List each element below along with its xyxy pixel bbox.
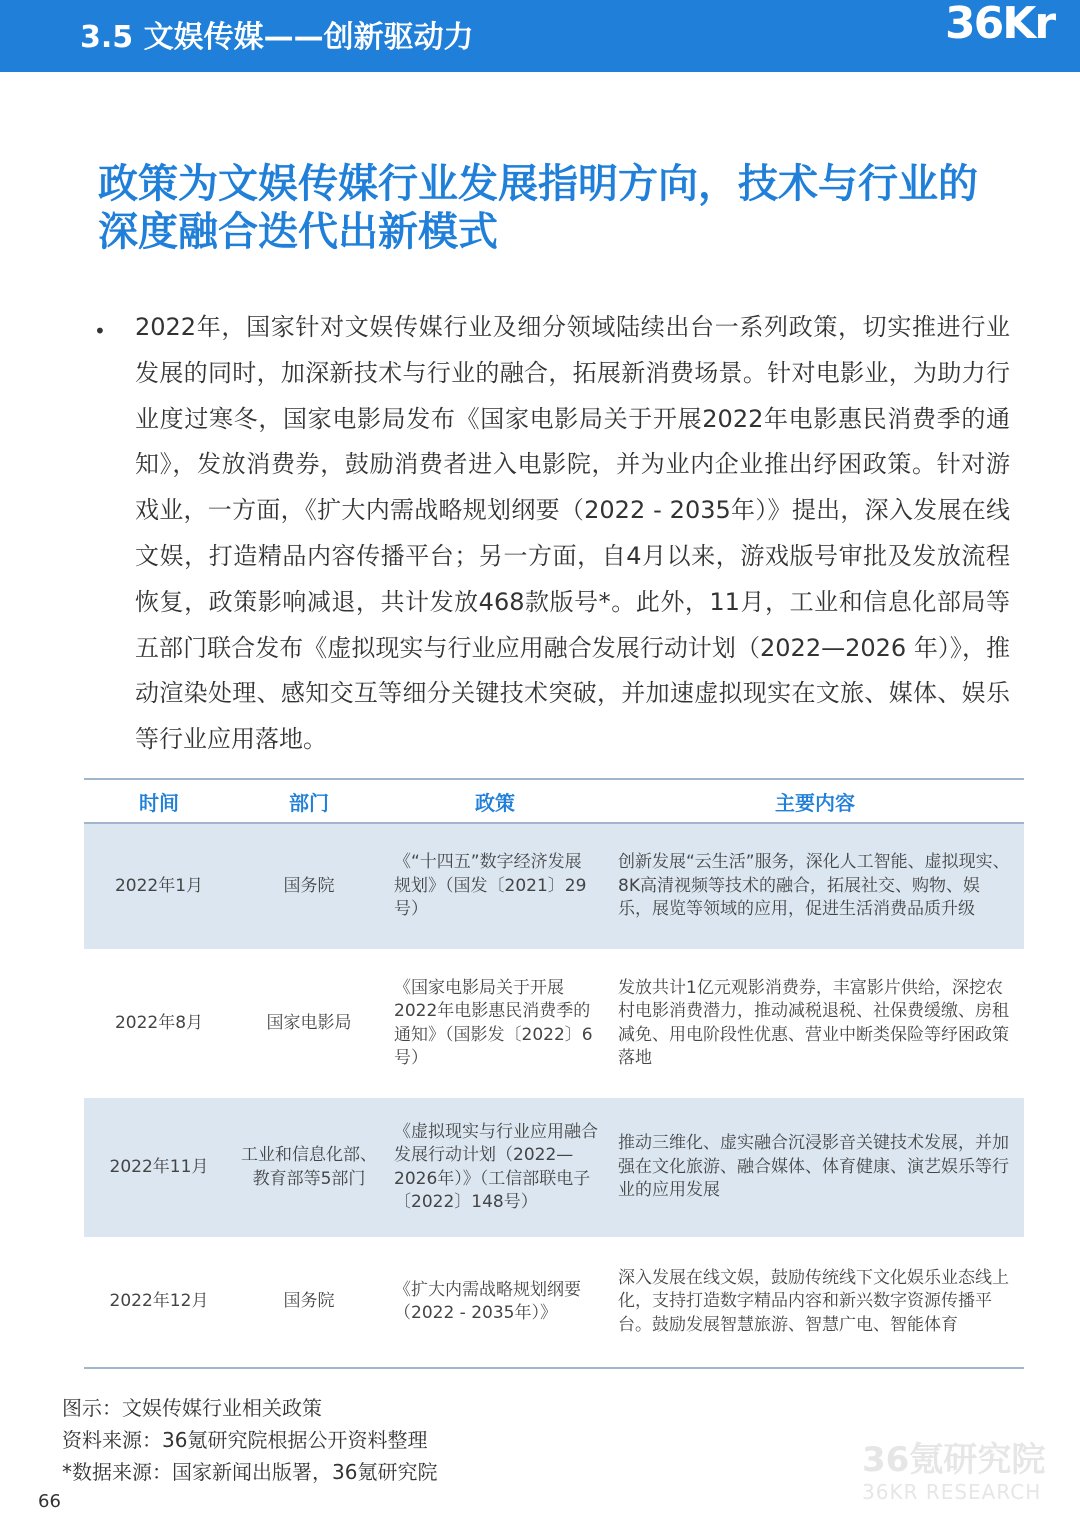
source-note: 资料来源：36氪研究院根据公开资料整理: [62, 1428, 428, 1452]
cell-policy: 《虚拟现实与行业应用融合发展行动计划（2022—2026年）》（工信部联电子〔2022〕148号）: [384, 1098, 606, 1237]
column-header-time: 时间: [84, 779, 234, 823]
cell-content: 发放共计1亿元观影消费券，丰富影片供给，深挖农村电影消费潜力，推动减税退税、社保费缓缴、房租减免、用电阶段性优惠、营业中断类保险等纾困政策落地: [618, 977, 1009, 1068]
cell-policy: 《国家电影局关于开展2022年电影惠民消费季的通知》（国影发〔2022〕6号）: [394, 977, 593, 1068]
table-row: [84, 1098, 1024, 1237]
cell-time: 2022年1月: [84, 823, 234, 949]
table-row: [84, 1237, 1024, 1368]
logo: 36Kr: [945, 0, 1055, 49]
cell-dept: 国家电影局: [266, 1012, 352, 1033]
cell-time: 2022年11月: [84, 1098, 234, 1237]
column-header-content: 主要内容: [606, 779, 1024, 823]
table-row: [84, 949, 1024, 1098]
cell-content: 深入发展在线文娱，鼓励传统线下文化娱乐业态线上化，支持打造数字精品内容和新兴数字资源传播平台。鼓励发展智慧旅游、智慧广电、智能体育: [606, 1237, 1024, 1368]
data-source-note: *数据来源：国家新闻出版署，36氪研究院: [62, 1460, 438, 1484]
bullet-icon: •: [94, 319, 106, 343]
figure-caption: 图示：文娱传媒行业相关政策: [62, 1396, 322, 1420]
body-paragraph: 2022年，国家针对文娱传媒行业及细分领域陆续出台一系列政策，切实推进行业发展的同时，加深新技术与行业的融合，拓展新消费场景。针对电影业，为助力行业度过寒冬，国家电影局发布《国家电影局关于开展2022年电影惠民消费季的通知》，发放消费券，鼓励消费者进入电影院，并为业内企业推出纾困政策。针对游戏业，一方面，《扩大内需战略规划纲要（2022 - 2035年）》提出，深入发展在线文娱，打造精品内容传播平台；另一方面，自4月以来，游戏版号审批及发放流程恢复，政策影响减退，共计发放468款版号*。此外，11月，工业和信息化部局等五部门联合发布《虚拟现实与行业应用融合发展行动计划（2022—2026 年）》，推动渲染处理、感知交互等细分关键技术突破，并加速虚拟现实在文旅、媒体、娱乐等行业应用落地。: [135, 313, 1010, 754]
column-header-dept: 部门: [234, 779, 384, 823]
cell-time: 2022年12月: [84, 1237, 234, 1368]
watermark-cn: 36氪研究院: [862, 1440, 1046, 1480]
table-row: [84, 823, 1024, 949]
watermark-en: 36KR RESEARCH: [862, 1480, 1042, 1504]
cell-dept: 工业和信息化部、教育部等5部门: [234, 1098, 384, 1237]
table-header-row: [84, 779, 1024, 823]
watermark: [862, 1440, 1062, 1504]
cell-content: 创新发展“云生活”服务，深化人工智能、虚拟现实、8K高清视频等技术的融合，拓展社交、购物、娱乐，展览等领域的应用，促进生活消费品质升级: [606, 823, 1024, 949]
footnotes: [62, 1392, 762, 1488]
cell-time: 2022年8月: [114, 1012, 204, 1033]
cell-dept: 国务院: [234, 823, 384, 949]
cell-policy: 《扩大内需战略规划纲要（2022 - 2035年）》: [384, 1237, 606, 1368]
cell-dept: 国务院: [234, 1237, 384, 1368]
column-header-policy: 政策: [384, 779, 606, 823]
cell-policy: 《“十四五”数字经济发展规划》（国发〔2021〕29号）: [384, 823, 606, 949]
section-title: 3.5 文娱传媒——创新驱动力: [80, 20, 474, 55]
policy-table: [84, 778, 1024, 1369]
page-number: 66: [38, 1491, 61, 1512]
page-title: 政策为文娱传媒行业发展指明方向，技术与行业的深度融合迭代出新模式: [98, 161, 978, 255]
cell-content: 推动三维化、虚实融合沉浸影音关键技术发展，并加强在文化旅游、融合媒体、体育健康、演艺娱乐等行业的应用发展: [606, 1098, 1024, 1237]
